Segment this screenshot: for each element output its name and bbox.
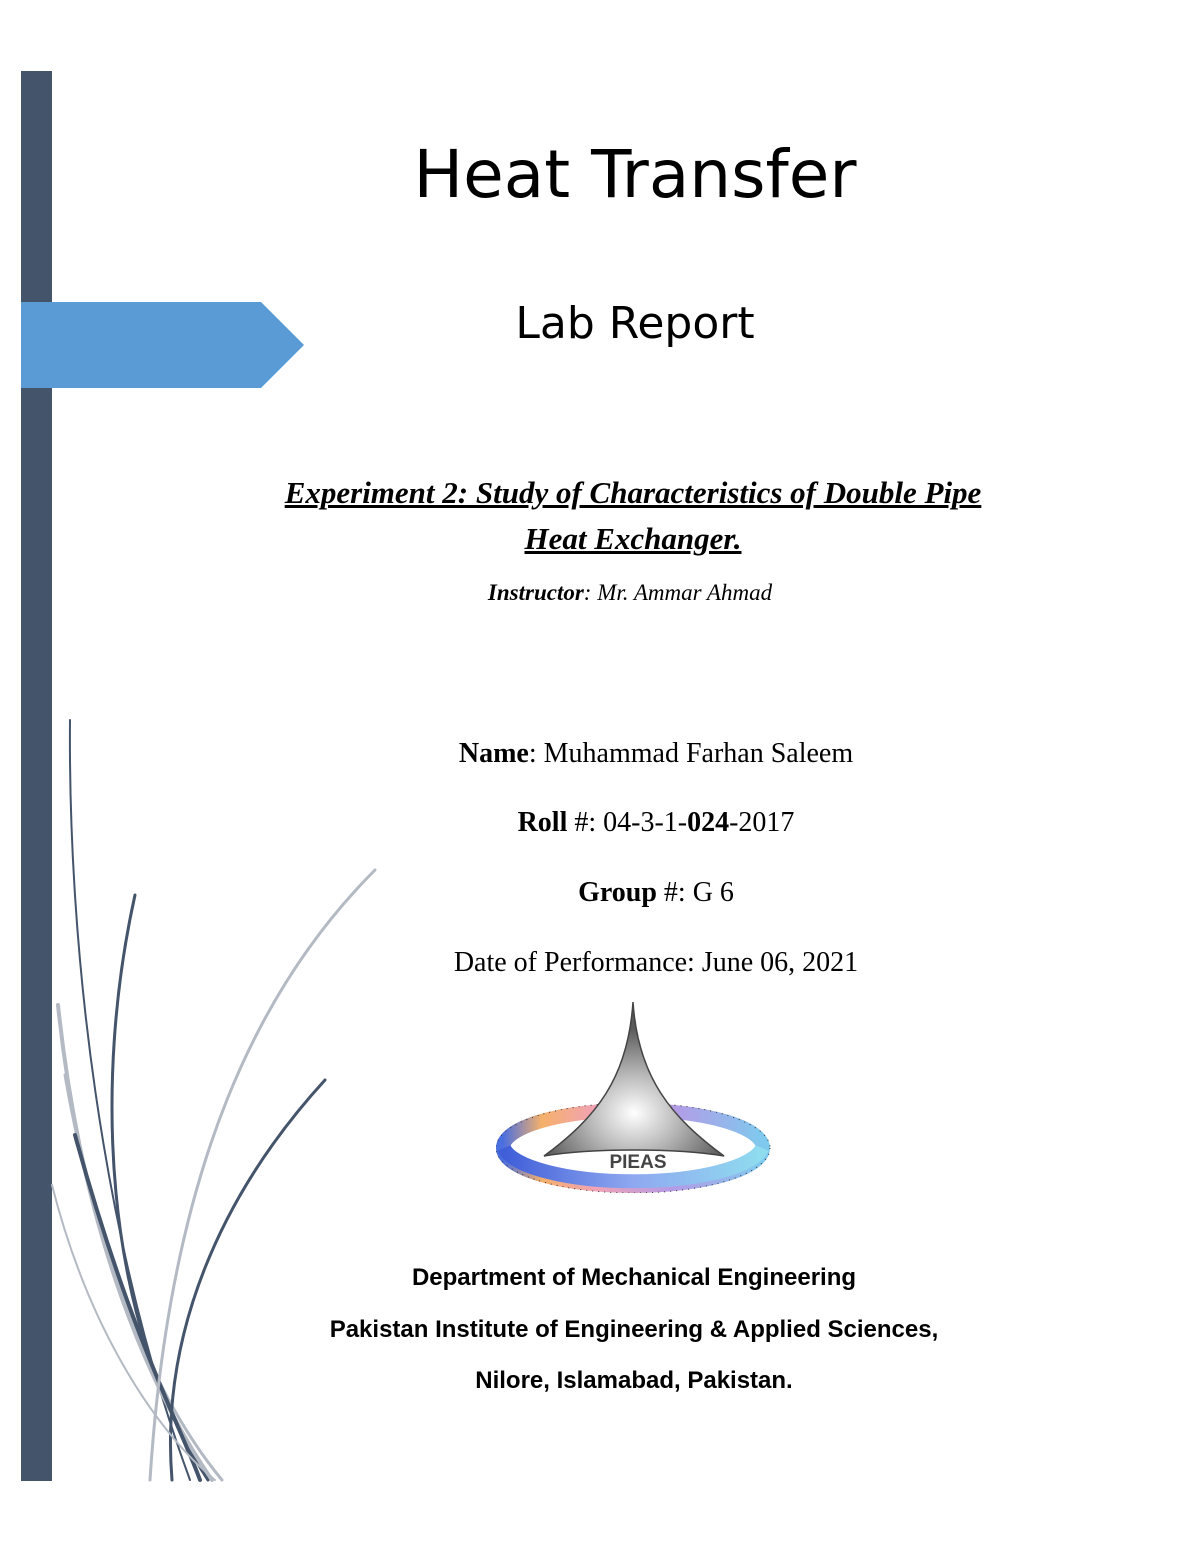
institute-name: Pakistan Institute of Engineering & Applied Sciences,	[329, 1316, 939, 1343]
institute-location: Nilore, Islamabad, Pakistan.	[475, 1367, 793, 1394]
group-label: Group	[578, 877, 657, 908]
instructor-value: : Mr. Ammar Ahmad	[583, 580, 773, 605]
experiment-title	[200, 470, 1066, 562]
department-name: Department of Mechanical Engineering	[411, 1264, 857, 1291]
report-subtitle: Lab Report	[515, 298, 755, 349]
pieas-logo	[496, 998, 771, 1193]
report-title: Heat Transfer	[413, 136, 857, 213]
date-of-performance: Date of Performance: June 06, 2021	[453, 947, 859, 978]
roll-number-line	[0, 806, 1200, 840]
roll-value-suffix: -2017	[729, 807, 795, 838]
experiment-title-line1: Experiment 2: Study of Characteristics of Double Pipe	[284, 475, 982, 510]
name-label: Name	[458, 738, 529, 769]
name-value: : Muhammad Farhan Saleem	[528, 738, 854, 769]
group-line	[0, 876, 1200, 910]
experiment-title-line2: Heat Exchanger.	[524, 521, 742, 556]
roll-value-bold: 024	[687, 807, 730, 838]
instructor-label: Instructor	[487, 580, 584, 605]
student-name-line	[0, 737, 1200, 771]
roll-value-prefix: #: 04-3-1-	[567, 807, 688, 838]
instructor-line	[0, 579, 1200, 607]
roll-label: Roll	[517, 807, 568, 838]
group-value: #: G 6	[656, 877, 734, 908]
pieas-logo-text: PIEAS	[609, 1152, 667, 1173]
